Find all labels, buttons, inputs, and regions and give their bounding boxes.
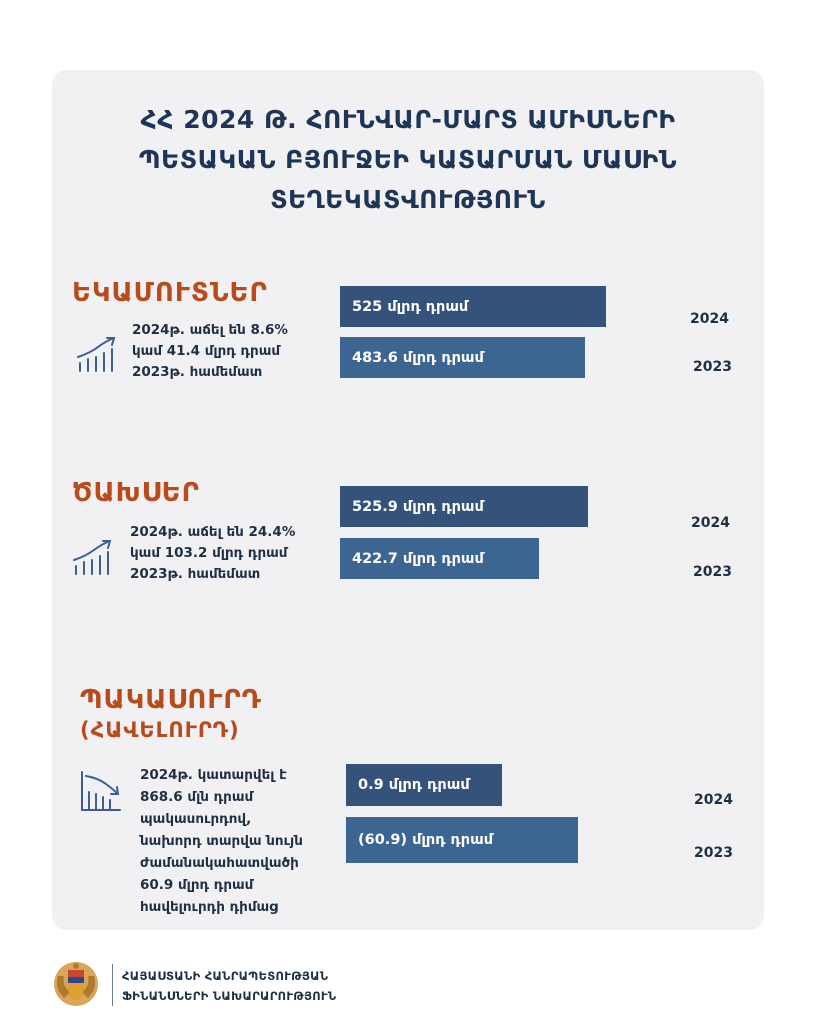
year-label-2023: 2023: [694, 845, 733, 861]
bar-deficit-2024: [346, 764, 502, 806]
section-title-deficit: ՊԱԿԱՍՈՒՐԴ: [80, 685, 262, 715]
desc-line: 2024թ. աճել են 24.4%: [130, 524, 296, 540]
section-title-revenues: ԵԿԱՄՈՒՏՆԵՐ: [72, 278, 268, 308]
bar-label: 525.9 մլրդ դրամ: [352, 498, 484, 515]
ministry-line-2: ՖԻՆԱՆՍՆԵՐԻ ՆԱԽԱՐԱՐՈՒԹՅՈՒՆ: [122, 989, 337, 1003]
ministry-name: [122, 966, 336, 1006]
desc-line: 2023թ. համեմատ: [130, 566, 261, 582]
chart-decline-icon: [80, 770, 122, 812]
year-label-2024: 2024: [694, 792, 733, 808]
bar-surplus-2023: [346, 817, 578, 863]
desc-line: պակասուրդով,: [140, 811, 252, 827]
desc-line: 2024թ. կատարվել է: [140, 767, 287, 783]
title-line-3: ՏԵՂԵԿԱՏՎՈՒԹՅՈՒՆ: [270, 185, 546, 214]
ministry-line-1: ՀԱՅԱՍՏԱՆԻ ՀԱՆՐԱՊԵՏՈՒԹՅԱՆ: [122, 969, 329, 983]
desc-line: ժամանակահատվածի: [140, 855, 299, 871]
desc-line: 2023թ. համեմատ: [132, 364, 263, 380]
bar-expenditures-2024: [340, 486, 588, 527]
coat-of-arms-icon: [50, 958, 102, 1010]
bar-label: 0.9 մլրդ դրամ: [358, 777, 470, 793]
desc-line: հավելուրդի դիմաց: [140, 899, 278, 915]
desc-line: նախորդ տարվա նույն: [140, 833, 303, 849]
year-label-2024: 2024: [690, 311, 729, 327]
expenditures-description: [130, 522, 295, 585]
chart-growth-icon: [72, 538, 114, 578]
bar-label: 525 մլրդ դրամ: [352, 298, 469, 315]
section-subtitle-surplus: (ՀԱՎԵԼՈՒՐԴ): [80, 718, 240, 742]
desc-line: 868.6 մլն դրամ: [140, 789, 254, 805]
bar-expenditures-2023: [340, 538, 539, 579]
desc-line: կամ 41.4 մլրդ դրամ: [132, 343, 281, 359]
section-title-expenditures: ԾԱԽՍԵՐ: [72, 478, 200, 508]
desc-line: 60.9 մլրդ դրամ: [140, 877, 254, 893]
year-label-2024: 2024: [691, 515, 730, 531]
desc-line: 2024թ. աճել են 8.6%: [132, 322, 288, 338]
deficit-description: [140, 764, 303, 918]
page-title: [52, 100, 764, 220]
desc-line: կամ 103.2 մլրդ դրամ: [130, 545, 288, 561]
title-line-2: ՊԵՏԱԿԱՆ ԲՅՈՒՋԵԻ ԿԱՏԱՐՄԱՆ ՄԱՍԻՆ: [138, 145, 678, 174]
revenues-description: [132, 320, 288, 383]
title-line-1: ՀՀ 2024 Թ. ՀՈՒՆՎԱՐ-ՄԱՐՏ ԱՄԻՍՆԵՐԻ: [140, 105, 676, 134]
bar-revenues-2024: [340, 286, 606, 327]
bar-label: 422.7 մլրդ դրամ: [352, 550, 484, 567]
bar-label: (60.9) մլրդ դրամ: [358, 832, 494, 848]
footer-divider: [112, 964, 113, 1006]
year-label-2023: 2023: [693, 359, 732, 375]
bar-revenues-2023: [340, 337, 585, 378]
chart-growth-icon: [76, 335, 118, 375]
bar-label: 483.6 մլրդ դրամ: [352, 349, 484, 366]
year-label-2023: 2023: [693, 564, 732, 580]
